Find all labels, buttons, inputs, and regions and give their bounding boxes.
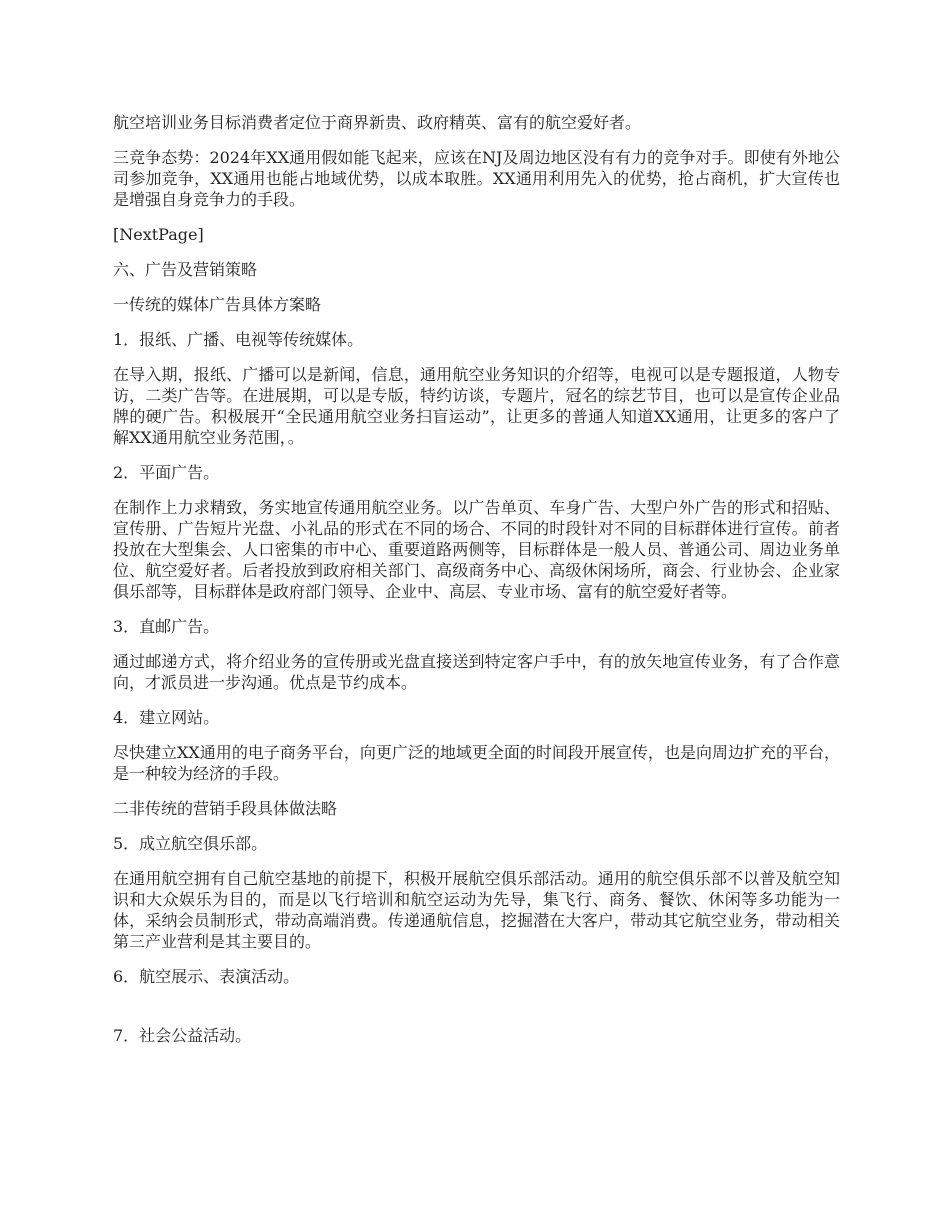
item-heading-website: 4．建立网站。 [113, 708, 220, 727]
paragraph-website: 尽快建立XX通用的电子商务平台，向更广泛的地域更全面的时间段开展宣传，也是向周边扩充的平台，是一种较为经济的手段。 [113, 743, 840, 783]
item-heading-traditional-media: 1．报纸、广播、电视等传统媒体。 [113, 330, 364, 349]
document-page [113, 112, 840, 1060]
item-heading-aviation-club: 5．成立航空俱乐部。 [113, 834, 268, 853]
paragraph-direct-mail: 通过邮递方式，将介绍业务的宣传册或光盘直接送到特定客户手中，有的放矢地宣传业务，有了合作意向，才派员进一步沟通。优点是节约成本。 [113, 652, 840, 692]
section-heading-advertising: 六、广告及营销策略 [113, 260, 258, 279]
item-heading-air-show: 6．航空展示、表演活动。 [113, 967, 300, 986]
paragraph-traditional-media: 在导入期，报纸、广播可以是新闻，信息，通用航空业务知识的介绍等，电视可以是专题报道，人物专访，二类广告等。在进展期，可以是专版，特约访谈，专题片，冠名的综艺节目，也可以是宣传企业品牌的硬广告。积极展开“全民通用航空业务扫盲运动”，让更多的普通人知道XX通用，让更多的客户了解XX通用航空业务范围，。 [113, 365, 840, 447]
subsection-heading-traditional-media: 一传统的媒体广告具体方案略 [113, 295, 322, 314]
item-heading-print-ads: 2．平面广告。 [113, 463, 220, 482]
subsection-heading-non-traditional: 二非传统的营销手段具体做法略 [113, 799, 338, 818]
paragraph-target-consumers: 航空培训业务目标消费者定位于商界新贵、政府精英、富有的航空爱好者。 [113, 113, 642, 132]
paragraph-aviation-club: 在通用航空拥有自己航空基地的前提下，积极开展航空俱乐部活动。通用的航空俱乐部不以普及航空知识和大众娱乐为目的，而是以飞行培训和航空运动为先导，集飞行、商务、餐饮、休闲等多功能为一体，采纳会员制形式，带动高端消费。传递通航信息，挖掘潜在大客户，带动其它航空业务，带动相关第三产业营利是其主要目的。 [113, 869, 840, 951]
paragraph-next-page-marker: [NextPage] [113, 225, 204, 244]
item-heading-public-welfare: 7．社会公益活动。 [113, 1026, 252, 1045]
paragraph-competition: 三竞争态势：2024年XX通用假如能飞起来，应该在NJ及周边地区没有有力的竞争对手。即使有外地公司参加竞争，XX通用也能占地域优势，以成本取胜。XX通用利用先入的优势，抢占商机，扩大宣传也是增强自身竞争力的手段。 [113, 148, 840, 209]
paragraph-print-ads: 在制作上力求精致，务实地宣传通用航空业务。以广告单页、车身广告、大型户外广告的形式和招贴、宣传册、广告短片光盘、小礼品的形式在不同的场合、不同的时段针对不同的目标群体进行宣传。前者投放在大型集会、人口密集的市中心、重要道路两侧等，目标群体是一般人员、普通公司、周边业务单位、航空爱好者。后者投放到政府相关部门、高级商务中心、高级休闲场所，商会、行业协会、企业家俱乐部等，目标群体是政府部门领导、企业中、高层、专业市场、富有的航空爱好者等。 [113, 498, 840, 601]
item-heading-direct-mail: 3．直邮广告。 [113, 617, 220, 636]
